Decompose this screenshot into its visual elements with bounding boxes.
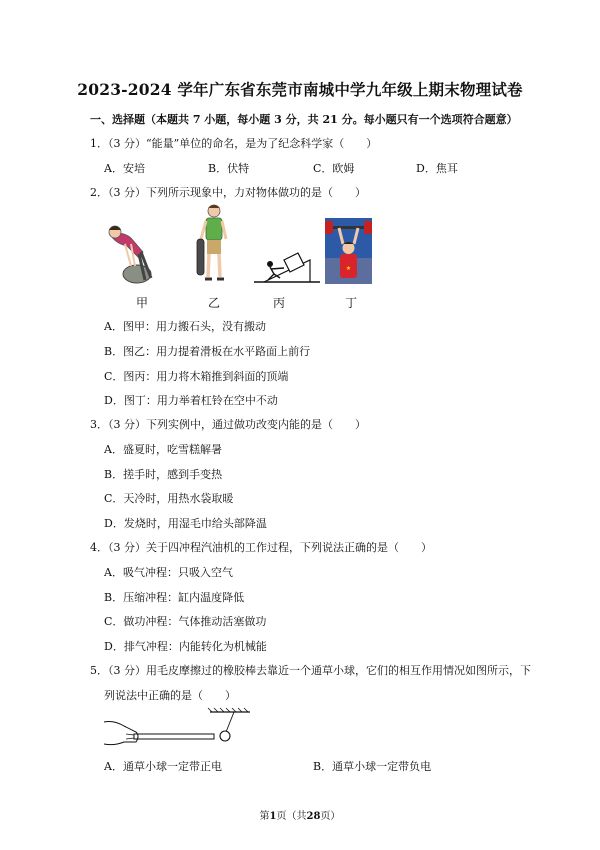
q3-option-a: A．盛夏时，吃雪糕解暑 (104, 443, 222, 456)
q4-option-b: B．压缩冲程：缸内温度降低 (104, 591, 245, 604)
figure-ding-weightlifter (325, 218, 372, 284)
q2-option-a: A．图甲：用力搬石头，没有搬动 (104, 320, 266, 333)
figure-label-jia: 甲 (136, 296, 149, 310)
q2-option-b: B．图乙：用力提着滑板在水平路面上前行 (104, 345, 311, 358)
section-heading: 一、选择题（本题共 7 小题，每小题 3 分，共 21 分。每小题只有一个选项符合题意） (90, 113, 518, 126)
question-5-stem-line-2: 列说法中正确的是（ ） (104, 689, 236, 702)
footer-suffix: 页） (320, 811, 341, 822)
q1-option-b: B．伏特 (208, 162, 250, 175)
q3-option-d: D．发烧时，用湿毛巾给头部降温 (104, 517, 267, 530)
footer-total-pages: 28 (306, 811, 321, 822)
question-2-stem: 2．（3 分）下列所示现象中，力对物体做功的是（ ） (90, 186, 366, 199)
figure-bing-pushing-box-up-slope (254, 246, 320, 284)
question-4-stem: 4．（3 分）关于四冲程汽油机的工作过程，下列说法正确的是（ ） (90, 541, 432, 554)
question-5-stem-line-1: 5．（3 分）用毛皮摩擦过的橡胶棒去靠近一个通草小球，它们的相互作用情况如图所示，下 (90, 664, 531, 677)
figure-label-ding: 丁 (345, 296, 358, 310)
question-3-stem: 3．（3 分）下列实例中，通过做功改变内能的是（ ） (90, 418, 366, 431)
figure-jia-lifting-stone (105, 222, 165, 284)
q4-option-a: A．吸气冲程：只吸入空气 (104, 566, 233, 579)
figure-label-bing: 丙 (273, 296, 286, 310)
figure-rod-and-pith-ball (104, 708, 254, 750)
q4-option-c: C．做功冲程：气体推动活塞做功 (104, 615, 267, 628)
q1-option-a: A．安培 (104, 162, 145, 175)
q2-option-d: D．图丁：用力举着杠铃在空中不动 (104, 394, 278, 407)
q5-option-a: A．通草小球一定带正电 (104, 760, 222, 773)
question-1-stem: 1．（3 分）“能量”单位的命名，是为了纪念科学家（ ） (90, 137, 378, 150)
figure-label-yi: 乙 (208, 296, 221, 310)
figure-yi-carrying-skateboard (196, 203, 232, 285)
exam-title: 2023-2024 学年广东省东莞市南城中学九年级上期末物理试卷 (77, 80, 523, 99)
q5-option-b: B．通草小球一定带负电 (313, 760, 432, 773)
svg-text:★: ★ (345, 265, 352, 272)
footer-page-number: 1 (269, 811, 277, 822)
q1-option-c: C．欧姆 (313, 162, 355, 175)
q3-option-c: C．天冷时，用热水袋取暖 (104, 492, 234, 505)
page-footer (0, 807, 600, 822)
footer-prefix: 第 (259, 811, 270, 822)
q4-option-d: D．排气冲程：内能转化为机械能 (104, 640, 267, 653)
q1-option-d: D．焦耳 (416, 162, 458, 175)
q3-option-b: B．搓手时，感到手变热 (104, 468, 223, 481)
q2-option-c: C．图丙：用力将木箱推到斜面的顶端 (104, 370, 289, 383)
footer-middle: 页（共 (276, 811, 307, 822)
